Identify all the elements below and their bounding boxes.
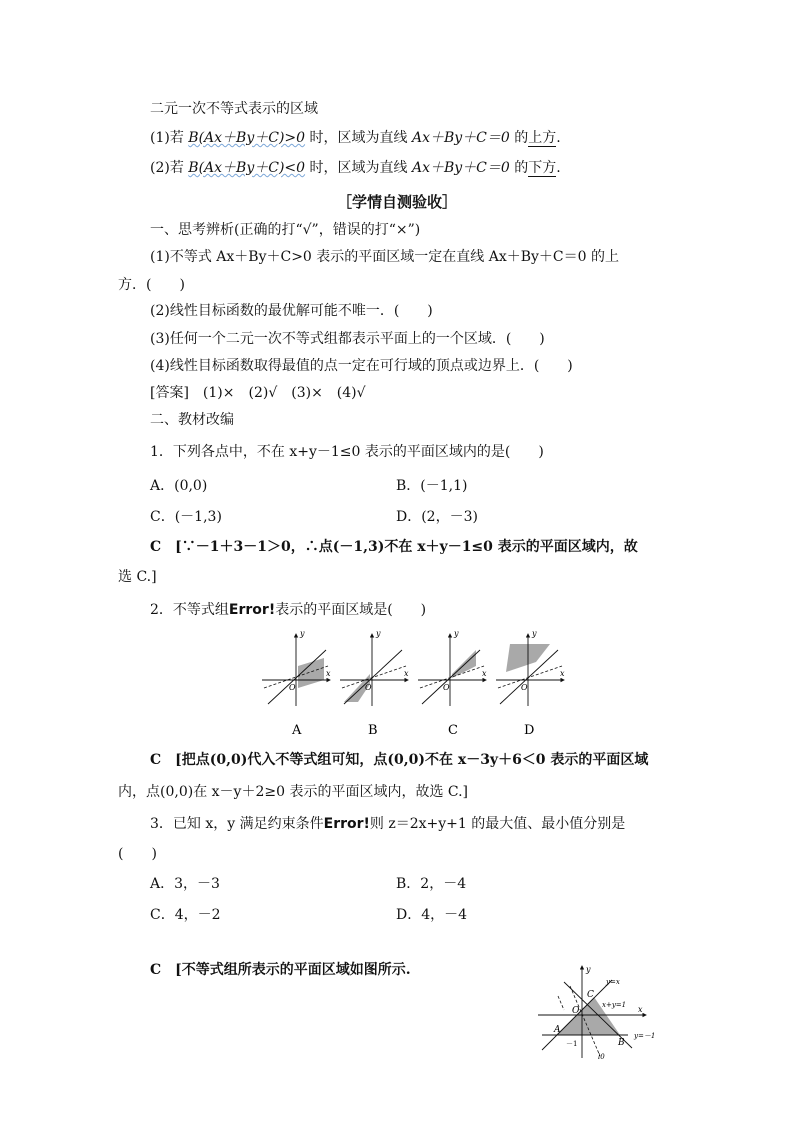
rule1-mid: 时，区域为直线 (305, 130, 412, 146)
rule1-expr: B(Ax＋By＋C)>0 (188, 130, 306, 146)
rule1-end: . (556, 130, 561, 146)
p3-option-b: B．2，－4 (396, 876, 467, 892)
p3-tick-m1: －1 (566, 1040, 578, 1048)
p3-option-d: D．4，－4 (396, 907, 468, 923)
graph-a-y-label: y (300, 629, 305, 638)
graph-d (496, 629, 565, 706)
graph-d-origin: O (521, 683, 528, 692)
graph-a-x-label: x (326, 669, 331, 678)
p1-option-d: D．(2，－3) (396, 509, 478, 525)
p1-stem: 1．下列各点中，不在 x+y－1≤0 表示的平面区域内的是( ) (150, 444, 544, 460)
graph-caption-d: D (524, 723, 535, 738)
rule2-end: . (556, 160, 561, 176)
p2-stem-pre: 2．不等式组 (150, 602, 229, 618)
p3-origin: O (572, 1006, 580, 1016)
p2-solution-line2: 内，点(0,0)在 x－y＋2≥0 表示的平面区域内，故选 C.] (118, 784, 469, 800)
p3-point-a: A (554, 1025, 561, 1035)
rule2-dir: 下方 (528, 160, 557, 176)
section-title: ［学情自测验收］ (336, 193, 457, 211)
intro-heading: 二元一次不等式表示的区域 (150, 101, 318, 117)
p1-solution-line1: C [∵－1＋3－1＞0，∴点(－1,3)不在 x＋y－1≤0 表示的平面区域内，故 (150, 539, 638, 555)
part1-answer: [答案] (1)× (2)√ (3)× (4)√ (150, 385, 366, 401)
p3-stem-line2: ( ) (118, 846, 157, 862)
part1-q4: (4)线性目标函数取得最值的点一定在可行域的顶点或边界上．( ) (150, 358, 573, 374)
p1-option-b: B．(－1,1) (396, 478, 468, 494)
graph-b-origin: O (365, 683, 372, 692)
part2-heading: 二、教材改编 (150, 412, 234, 428)
p3-line-xy1: x+y=1 (602, 1001, 627, 1009)
p3-x-label: x (638, 1005, 643, 1014)
graph-c (418, 629, 487, 706)
p3-y-label: y (586, 965, 591, 974)
part1-q2: (2)线性目标函数的最优解可能不唯一．( ) (150, 303, 433, 319)
p3-error-text: Error! (323, 816, 370, 832)
p2-graphs (258, 628, 578, 738)
graph-a-origin: O (289, 683, 296, 692)
p2-solution-line1: C [把点(0,0)代入不等式组可知，点(0,0)不在 x－3y＋6＜0 表示的平面区域 (150, 752, 649, 768)
graph-a (262, 629, 331, 706)
p3-figure (534, 962, 664, 1062)
graph-c-y-label: y (454, 629, 459, 638)
graph-b-x-label: x (404, 669, 409, 678)
graph-d-y-label: y (532, 629, 537, 638)
p3-stem-post: 则 z＝2x+y+1 的最大值、最小值分别是 (369, 816, 626, 832)
part1-q1-line1: (1)不等式 Ax＋By＋C>0 表示的平面区域一定在直线 Ax＋By＋C＝0 的上 (150, 249, 620, 265)
rule2-pre: (2)若 (150, 160, 189, 176)
p3-point-c: C (587, 990, 594, 1000)
rule1-pre: (1)若 (150, 130, 189, 146)
rule2-mid: 时，区域为直线 (305, 160, 412, 176)
p1-option-a: A．(0,0) (150, 478, 208, 494)
graph-caption-a: A (292, 723, 302, 738)
p3-point-b: B (618, 1038, 625, 1048)
p2-stem (150, 601, 426, 619)
p3-stem (150, 815, 625, 833)
rule2-expr: B(Ax＋By＋C)<0 (188, 160, 306, 176)
graph-b-y-label: y (376, 629, 381, 638)
rule2-post: 的 (509, 160, 529, 176)
graph-caption-b: B (368, 723, 378, 738)
rule2-line: Ax＋By＋C＝0 (411, 160, 510, 176)
intro-rule-1 (150, 129, 561, 147)
p2-error-text: Error! (228, 602, 276, 618)
graph-b (340, 629, 409, 706)
p1-solution-line2: 选 C.] (118, 569, 157, 585)
p1-option-c: C．(－1,3) (150, 509, 222, 525)
part1-q3: (3)任何一个二元一次不等式组都表示平面上的一个区域．( ) (150, 331, 545, 347)
graph-c-x-label: x (482, 669, 487, 678)
graph-c-origin: O (443, 683, 450, 692)
graph-d-x-label: x (560, 669, 565, 678)
intro-rule-2 (150, 159, 561, 177)
p3-option-c: C．4，－2 (150, 907, 221, 923)
p3-line-ym1: y=－1 (634, 1032, 656, 1040)
rule1-line: Ax＋By＋C＝0 (411, 130, 510, 146)
p3-stem-pre: 3．已知 x，y 满足约束条件 (150, 816, 324, 832)
p3-solution: C [不等式组所表示的平面区域如图所示. (150, 962, 411, 978)
part1-heading: 一、思考辨析(正确的打“√”，错误的打“×”) (150, 222, 421, 238)
rule1-dir: 上方 (528, 130, 557, 146)
p3-option-a: A．3，－3 (150, 876, 220, 892)
p3-line-yx: y=x (606, 978, 620, 986)
part1-q1-line2: 方．( ) (118, 277, 185, 293)
rule1-post: 的 (509, 130, 529, 146)
p3-line-l0: l0 (598, 1053, 605, 1061)
graph-caption-c: C (448, 723, 458, 738)
graph-c-region (452, 650, 476, 678)
p2-stem-post: 表示的平面区域是( ) (275, 602, 427, 618)
